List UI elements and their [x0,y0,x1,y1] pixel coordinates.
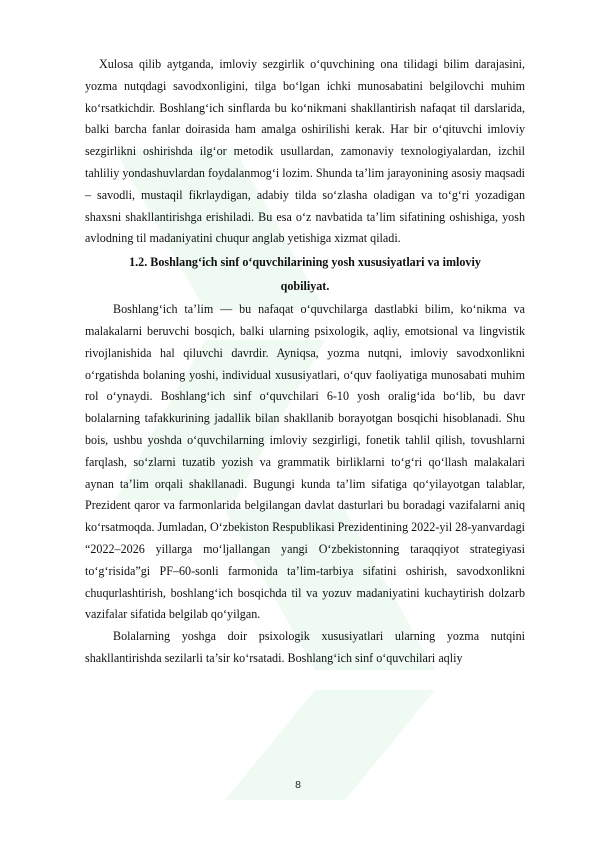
page-number: 8 [295,779,301,791]
paragraph-psychological-features: Bolalarning yoshga doir psixologik xususiyatlari ularning yozma nutqini shakllantirishda sezilarli ta’sir ko‘rsatadi. Boshlang‘ich sinf o‘quvchilari aqliy [85,629,525,665]
paragraph-conclusion: Xulosa qilib aytganda, imloviy sezgirlik o‘quvchining ona tilidagi bilim darajasini, yozma nutqdagi savodxonligini, tilga bo‘lgan ichki munosabatini belgilovchi muhim ko‘rsatkichdir. Boshlang‘ich sinflarda bu ko‘nikmani shakllantirish nafaqat til darslarida, balki barcha fanlar doirasida ham amalga oshirilishi kerak. Har bir o‘qituvchi imloviy sezgirlikni oshirishda ilg‘or metodik usullardan, zamonaviy texnologiyalardan, izchil tahliliy yondashuvlardan foydalanmog‘i lozim. Shunda ta’lim jarayonining asosiy maqsadi – savodli, mustaqil fikrlaydigan, adabiy tilda so‘zlasha oladigan va to‘g‘ri yozadigan shaxsni shakllantirishga erishiladi. Bu esa o‘z navbatida ta’lim sifatining oshishiga, yosh avlodning til madaniyatini chuqur anglab yetishiga xizmat qiladi. [85,57,525,246]
section-heading: 1.2. Boshlang‘ich sinf o‘quvchilarining yosh xususiyatlari va imloviy qobiliyat. [129,255,481,294]
document-body [85,54,525,670]
paragraph-primary-education: Boshlang‘ich ta’lim — bu nafaqat o‘quvchilarga dastlabki bilim, ko‘nikma va malakalarni beruvchi bosqich, balki ularning psixologik, aqliy, emotsional va lingvistik rivojlanishida hal qiluvchi davrdir. Ayniqsa, yozma nutqni, imloviy savodxonlikni o‘rgatishda bolaning yoshi, individual xususiyatlari, o‘quv faoliyatiga munosabati muhim rol o‘ynaydi. Boshlang‘ich sinf o‘quvchilari 6-10 yosh oralig‘ida bo‘lib, bu davr bolalarning tafakkurining jadallik bilan shakllanib borayotgan bosqichi hisoblanadi. Shu bois, ushbu yoshda o‘quvchilarning imloviy sezgirligi, fonetik tahlil qilish, tovushlarni farqlash, so‘zlarni tuzatib yozish va grammatik birliklarni to‘g‘ri qo‘llash malakalari aynan ta’lim orqali shakllanadi. Bugungi kunda ta’lim sifatiga qo‘yilayotgan talablar, Prezident qaror va farmonlarida belgilangan davlat dasturlari bu boradagi vazifalarni aniq ko‘rsatmoqda. Jumladan, O‘zbekiston Respublikasi Prezidentining 2022-yil 28-yanvardagi “2022–2026 yillarga mo‘ljallangan yangi O‘zbekistonning taraqqiyot strategiyasi to‘g‘risida”gi PF–60-sonli farmonida ta’lim-tarbiya sifatini oshirish, savodxonlikni chuqurlashtirish, boshlang‘ich bosqichda til va yozuv madaniyatini kuchaytirish dolzarb vazifalar sifatida belgilab qo‘yilgan. [85,302,525,622]
